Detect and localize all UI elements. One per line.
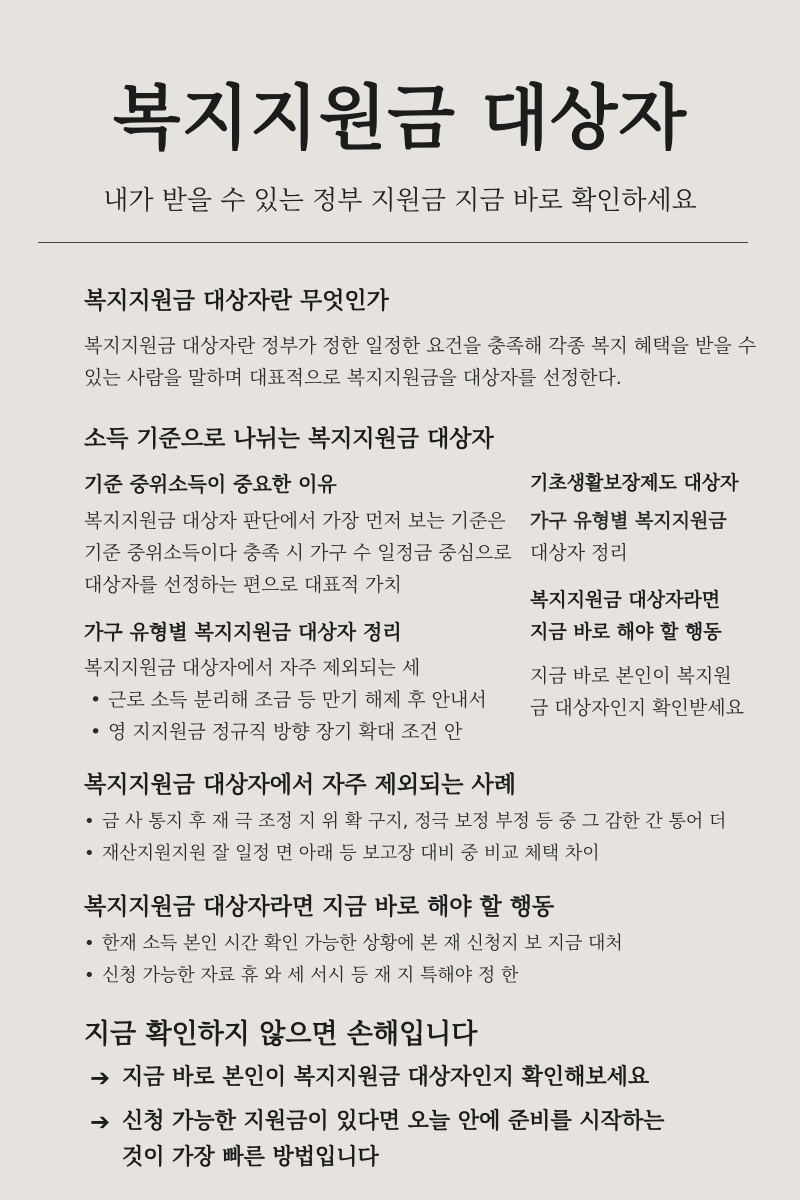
paragraph-line: 복지지원금 대상자 판단에서 가장 먼저 보는 기준은 bbox=[84, 510, 506, 532]
subsection-paragraph-basic-livelihood bbox=[530, 505, 727, 569]
list-item-text: 신청 가능한 자료 휴 와 세 서시 등 재 지 특해야 정 한 bbox=[102, 965, 519, 986]
section4-heading: 복지지원금 대상자라면 지금 바로 해야 할 행동 bbox=[84, 894, 555, 920]
paragraph-line: 지금 바로 본인이 복지원 bbox=[530, 665, 732, 687]
list-item-text: 재산지원지원 잘 일정 면 아래 등 보고장 대비 중 비교 체택 차이 bbox=[102, 843, 600, 864]
paragraph-line: 복지지원금 대상자란 정부가 정한 일정한 요건을 충족해 각종 복지 혜택을 받을 수 bbox=[84, 335, 757, 357]
list-item bbox=[84, 806, 726, 838]
arrow-right-icon: ➔ bbox=[90, 1108, 111, 1136]
bullet-list-actions bbox=[84, 928, 623, 992]
paragraph-line: 금 대상자인지 확인받세요 bbox=[530, 697, 744, 719]
page-title: 복지지원금 대상자 bbox=[112, 77, 688, 159]
subsection-heading-household-type: 가구 유형별 복지지원금 대상자 정리 bbox=[84, 620, 402, 644]
subsection-heading-basic-livelihood: 기초생활보장제도 대상자 bbox=[530, 472, 739, 494]
bullet-list-exclusions bbox=[84, 806, 726, 870]
arrow-right-icon: ➔ bbox=[90, 1064, 111, 1092]
list-item bbox=[90, 716, 487, 748]
paragraph-line: 대상자 정리 bbox=[530, 542, 628, 564]
cta-line: 신청 가능한 지원금이 있다면 오늘 안에 준비를 시작하는 bbox=[122, 1109, 665, 1134]
section5-heading: 지금 확인하지 않으면 손해입니다 bbox=[84, 1019, 478, 1050]
page-subtitle: 내가 받을 수 있는 정부 지원금 지금 바로 확인하세요 bbox=[103, 186, 697, 216]
cta-item bbox=[90, 1104, 665, 1176]
bullet-list-household-type bbox=[90, 684, 487, 748]
bullet-dot: • bbox=[84, 933, 95, 954]
list-item-text: 금 사 통지 후 재 극 조정 지 위 확 구지, 정극 보정 부정 등 중 그 감한 간 통어 더 bbox=[102, 811, 727, 832]
heading-line: 지금 바로 해야 할 행동 bbox=[530, 621, 722, 643]
list-item bbox=[84, 928, 623, 960]
paragraph-line: 있는 사람을 말하며 대표적으로 복지지원금을 대상자를 선정한다. bbox=[84, 367, 622, 389]
cta-item bbox=[90, 1060, 650, 1096]
list-item-text: 근로 소득 분리해 조금 등 만기 해제 후 안내서 bbox=[108, 689, 487, 711]
paragraph-line: 기준 중위소득이다 충족 시 가구 수 일정금 중심으로 bbox=[84, 542, 512, 564]
subsection-intro-household-type bbox=[84, 652, 420, 684]
subsection-paragraph-action bbox=[530, 660, 744, 724]
list-item-text: 한재 소득 본인 시간 확인 가능한 상황에 본 재 신청지 보 지금 대처 bbox=[102, 933, 623, 954]
section2-heading: 소득 기준으로 나뉘는 복지지원금 대상자 bbox=[84, 426, 494, 452]
bullet-dot: • bbox=[90, 721, 102, 743]
paragraph-line: 가구 유형별 복지지원금 bbox=[530, 510, 727, 532]
section1-paragraph bbox=[84, 330, 756, 394]
list-item bbox=[84, 838, 726, 870]
list-item bbox=[90, 684, 487, 716]
cta-line: 것이 가장 빠른 방법입니다 bbox=[122, 1145, 379, 1170]
bullet-dot: • bbox=[84, 811, 95, 832]
paragraph-line: 대상자를 선정하는 편으로 대표적 가치 bbox=[84, 574, 402, 596]
subsection-heading-median-income: 기준 중위소득이 중요한 이유 bbox=[84, 472, 337, 496]
subsection-paragraph-median-income bbox=[84, 505, 512, 601]
bullet-dot: • bbox=[90, 689, 102, 711]
section1-heading: 복지지원금 대상자란 무엇인가 bbox=[84, 288, 389, 314]
bullet-dot: • bbox=[84, 843, 95, 864]
paragraph-line: 복지지원금 대상자에서 자주 제외되는 세 bbox=[84, 657, 421, 679]
cta-line: 지금 바로 본인이 복지지원금 대상자인지 확인해보세요 bbox=[122, 1065, 650, 1090]
divider bbox=[38, 242, 748, 243]
bullet-dot: • bbox=[84, 965, 95, 986]
heading-line: 복지지원금 대상자라면 bbox=[530, 589, 721, 611]
list-item-text: 영 지지원금 정규직 방향 장기 확대 조건 안 bbox=[108, 721, 463, 743]
list-item bbox=[84, 960, 623, 992]
section3-heading: 복지지원금 대상자에서 자주 제외되는 사례 bbox=[84, 772, 516, 798]
subsection-heading-action bbox=[530, 584, 722, 648]
